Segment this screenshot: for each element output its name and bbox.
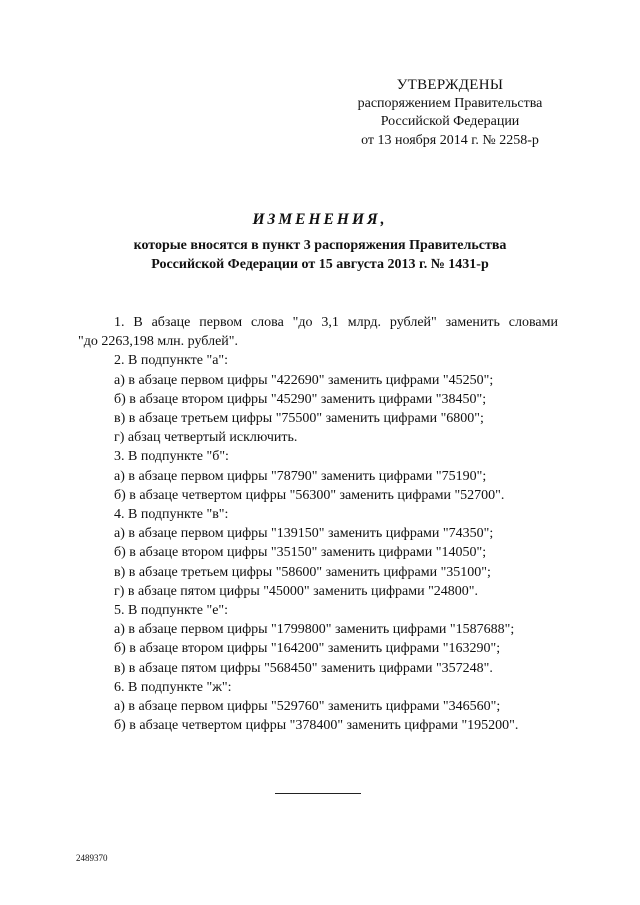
list-item: г) абзац четвертый исключить. — [114, 430, 298, 446]
subtitle-line-2: Российской Федерации от 15 августа 2013 г. № 1431-р — [151, 257, 489, 272]
list-item: б) в абзаце втором цифры "35150" заменить цифрами "14050"; — [114, 545, 487, 561]
list-item: а) в абзаце первом цифры "529760" заменить цифрами "346560"; — [114, 699, 501, 715]
paragraph-2-heading: 2. В подпункте "а": — [114, 353, 229, 369]
list-item: б) в абзаце втором цифры "164200" заменить цифрами "163290"; — [114, 641, 501, 657]
list-item: б) в абзаце четвертом цифры "56300" заменить цифрами "52700". — [114, 487, 505, 503]
list-item: в) в абзаце третьем цифры "58600" заменить цифрами "35100"; — [114, 564, 491, 580]
paragraph-6-heading: 6. В подпункте "ж": — [114, 679, 232, 695]
document-number: 2489370 — [76, 853, 108, 863]
list-item: б) в абзаце втором цифры "45290" заменить цифрами "38450"; — [114, 391, 487, 407]
list-item: а) в абзаце первом цифры "1799800" заменить цифрами "1587688"; — [114, 622, 515, 638]
paragraph-4-heading: 4. В подпункте "в": — [114, 507, 229, 523]
paragraph-1-line-1: 1. В абзаце первом слова "до 3,1 млрд. рублей" заменить словами — [114, 315, 558, 330]
list-item: а) в абзаце первом цифры "422690" заменить цифрами "45250"; — [114, 372, 494, 388]
list-item: а) в абзаце первом цифры "139150" заменить цифрами "74350"; — [114, 526, 494, 542]
list-item: г) в абзаце пятом цифры "45000" заменить цифрами "24800". — [114, 583, 479, 599]
document-subtitle — [60, 236, 580, 274]
list-item: а) в абзаце первом цифры "78790" заменить цифрами "75190"; — [114, 468, 487, 484]
approval-line-3: от 13 ноября 2014 г. № 2258-р — [361, 132, 539, 148]
document-title: ИЗМЕНЕНИЯ, — [252, 211, 388, 228]
document-body — [78, 313, 558, 735]
list-item: в) в абзаце пятом цифры "568450" заменить цифрами "357248". — [114, 660, 493, 676]
approval-line-1: распоряжением Правительства — [357, 95, 543, 111]
paragraph-5-heading: 5. В подпункте "е": — [114, 603, 229, 619]
end-divider — [275, 793, 361, 794]
paragraph-1-line-2: "до 2263,198 млн. рублей". — [78, 334, 238, 350]
list-item: б) в абзаце четвертом цифры "378400" заменить цифрами "195200". — [114, 718, 519, 734]
approval-heading: УТВЕРЖДЕНЫ — [396, 77, 504, 93]
list-item: в) в абзаце третьем цифры "75500" заменить цифрами "6800"; — [114, 411, 484, 427]
subtitle-line-1: которые вносятся в пункт 3 распоряжения Правительства — [133, 238, 507, 253]
approval-block — [330, 76, 570, 150]
paragraph-3-heading: 3. В подпункте "б": — [114, 449, 229, 465]
approval-line-2: Российской Федерации — [380, 114, 520, 129]
